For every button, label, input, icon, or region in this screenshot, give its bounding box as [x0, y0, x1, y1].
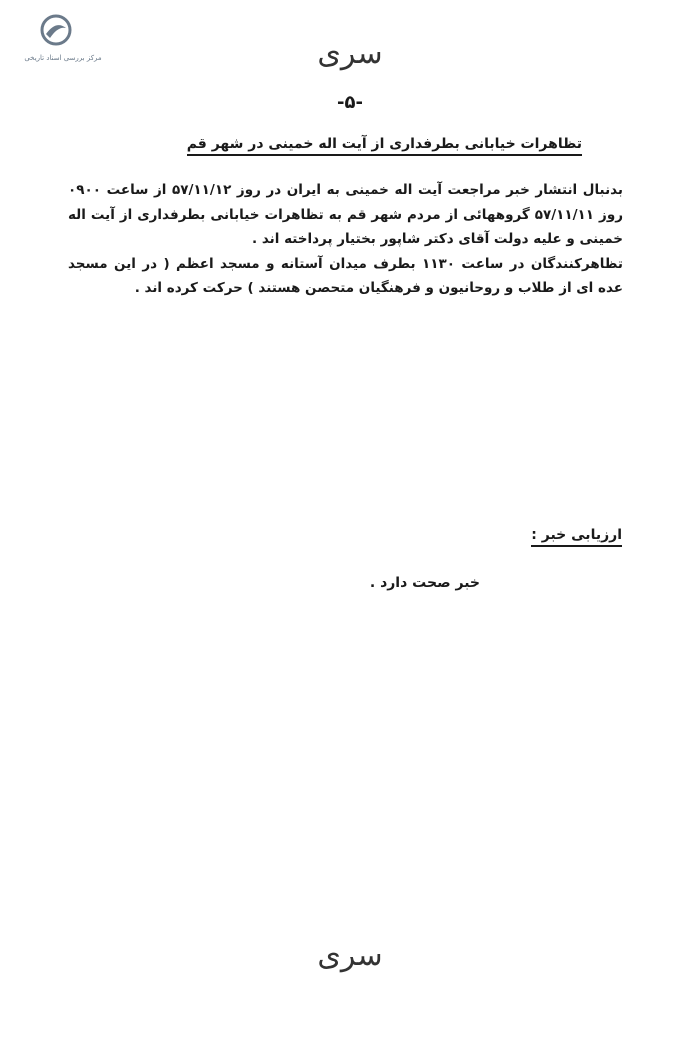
body-paragraph-2: تظاهرکنندگان در ساعت ۱۱۳۰ بطرف میدان آستانه و مسجد اعظم ( در این مسجد عده ای از طلاب و روحانیون و فرهنگیان متحصن هستند ) حرکت کرده اند .: [68, 255, 623, 296]
classification-stamp-top: سری: [317, 36, 383, 71]
archive-logo-caption: مرکز بررسی اسناد تاریخی: [24, 54, 102, 62]
evaluation-value: خبر صحت دارد .: [369, 575, 480, 591]
page-number: -۵-: [337, 92, 363, 113]
classification-stamp-bottom: سری: [317, 938, 383, 973]
body-paragraph-1: بدنبال انتشار خبر مراجعت آیت اله خمینی به ایران در روز ۵۷/۱۱/۱۲ از ساعت ۰۹۰۰ روز ۵۷/۱۱/۱۱ گروههائی از مردم شهر قم به تظاهرات خیابانی بطرفداری از آیت اله خمینی و علیه دولت آقای دکتر شاپور بختیار پرداخته اند .: [68, 182, 624, 247]
document-heading: تظاهرات خیابانی بطرفداری از آیت اله خمینی در شهر قم: [187, 136, 582, 156]
evaluation-label: ارزیابی خبر :: [531, 527, 622, 547]
document-body: [68, 178, 623, 301]
